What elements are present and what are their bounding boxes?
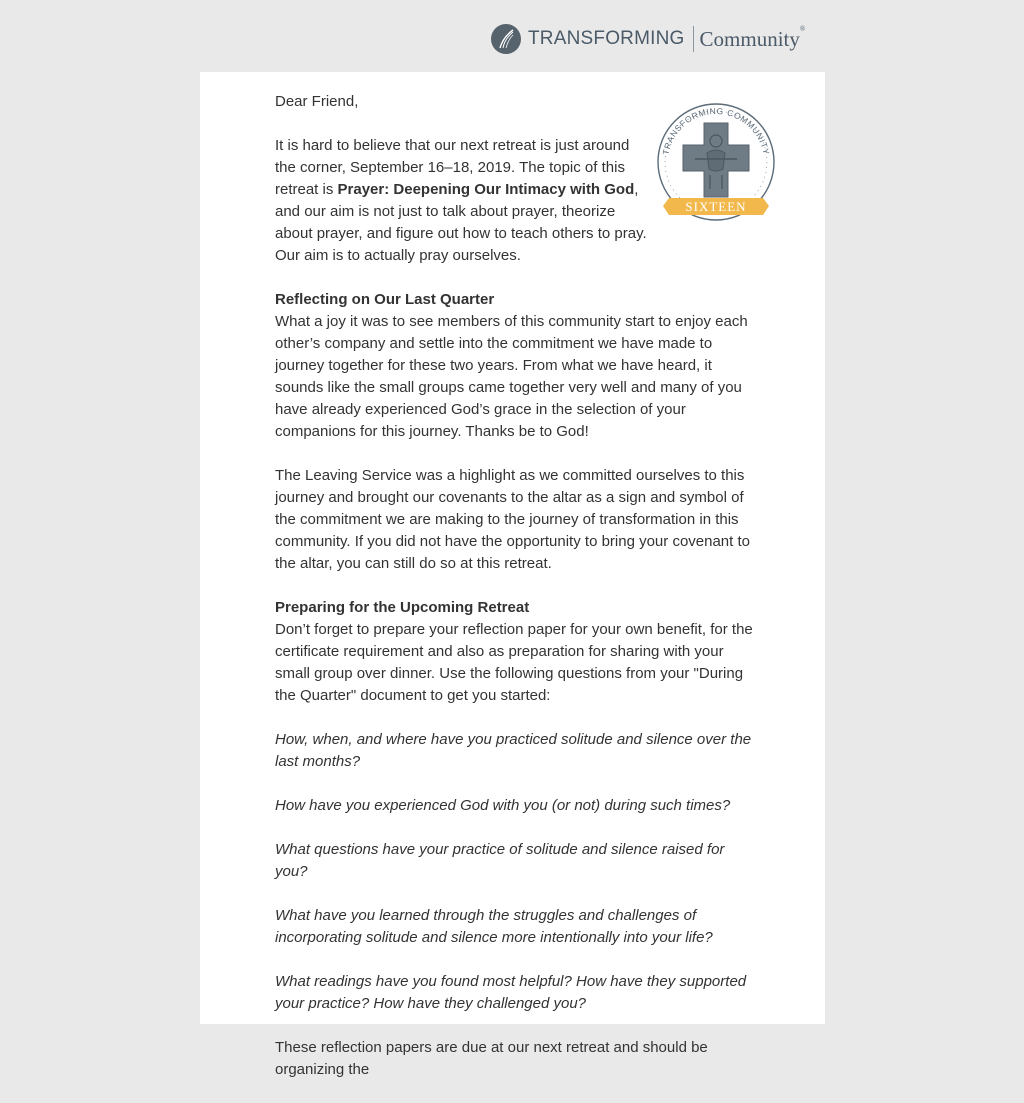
reflection-question: What readings have you found most helpful? How have they supported your practice? How have they challenged you? [275, 973, 747, 1012]
retreat-topic: Prayer: Deepening Our Intimacy with God [337, 181, 635, 198]
brand-header [490, 23, 805, 55]
reflecting-paragraph: What a joy it was to see members of this community start to enjoy each other’s company and settle into the commitment we have made to journey together for these two years. From what we have heard, it sounds like the small groups came together very well and many of you have already experienced God’s grace in the selection of your companions for this journey. Thanks be to God! [275, 313, 748, 440]
section-preparing [275, 597, 755, 707]
intro-text-start: It is hard to believe that our next retreat is just around the corner, September 16–18, 2019. The topic of this retreat is [275, 137, 630, 198]
greeting: Dear Friend, [275, 93, 359, 110]
section-reflecting [275, 289, 755, 443]
letter-body [275, 91, 755, 1103]
reflection-question: What questions have your practice of solitude and silence raised for you? [275, 841, 725, 880]
brand-name-community: Community [699, 26, 800, 51]
preparing-paragraph: Don’t forget to prepare your reflection paper for your own benefit, for the certificate requirement and also as preparation for sharing with your small group over dinner. Use the following questions from your "During the Quarter" document to get you started: [275, 621, 753, 704]
seal-ribbon-text: SIXTEEN [685, 199, 747, 214]
brand-name-secondary [699, 24, 806, 52]
leaving-service-paragraph: The Leaving Service was a highlight as we committed ourselves to this journey and brought our covenants to the altar as a sign and symbol of the commitment we are making to the journey of transformation in this community. If you did not have the opportunity to bring your covenant to the altar, you can still do so at this retreat. [275, 467, 750, 572]
section-heading-reflecting: Reflecting on Our Last Quarter [275, 291, 495, 308]
brand-name-primary: TRANSFORMING [528, 28, 685, 49]
letter-page [200, 72, 825, 1078]
section-heading-preparing: Preparing for the Upcoming Retreat [275, 599, 530, 616]
registered-mark: ® [799, 24, 806, 33]
seal-ring-text: TRANSFORMING COMMUNITY [660, 105, 772, 156]
reflection-question: What have you learned through the struggles and challenges of incorporating solitude and silence more intentionally into your life? [275, 907, 713, 946]
leaf-logo-icon [490, 23, 522, 55]
reflection-question: How have you experienced God with you (or not) during such times? [275, 797, 731, 814]
intro-text-end: , and our aim is not just to talk about prayer, theorize about prayer, and figure out how to teach others to pray. Our aim is to actually pray ourselves. [275, 181, 647, 264]
brand-divider [693, 26, 694, 52]
trailing-paragraph: These reflection papers are due at our next retreat and should be organizing the [275, 1039, 708, 1078]
intro-paragraph [275, 135, 647, 267]
reflection-question: How, when, and where have you practiced solitude and silence over the last months? [275, 731, 752, 770]
